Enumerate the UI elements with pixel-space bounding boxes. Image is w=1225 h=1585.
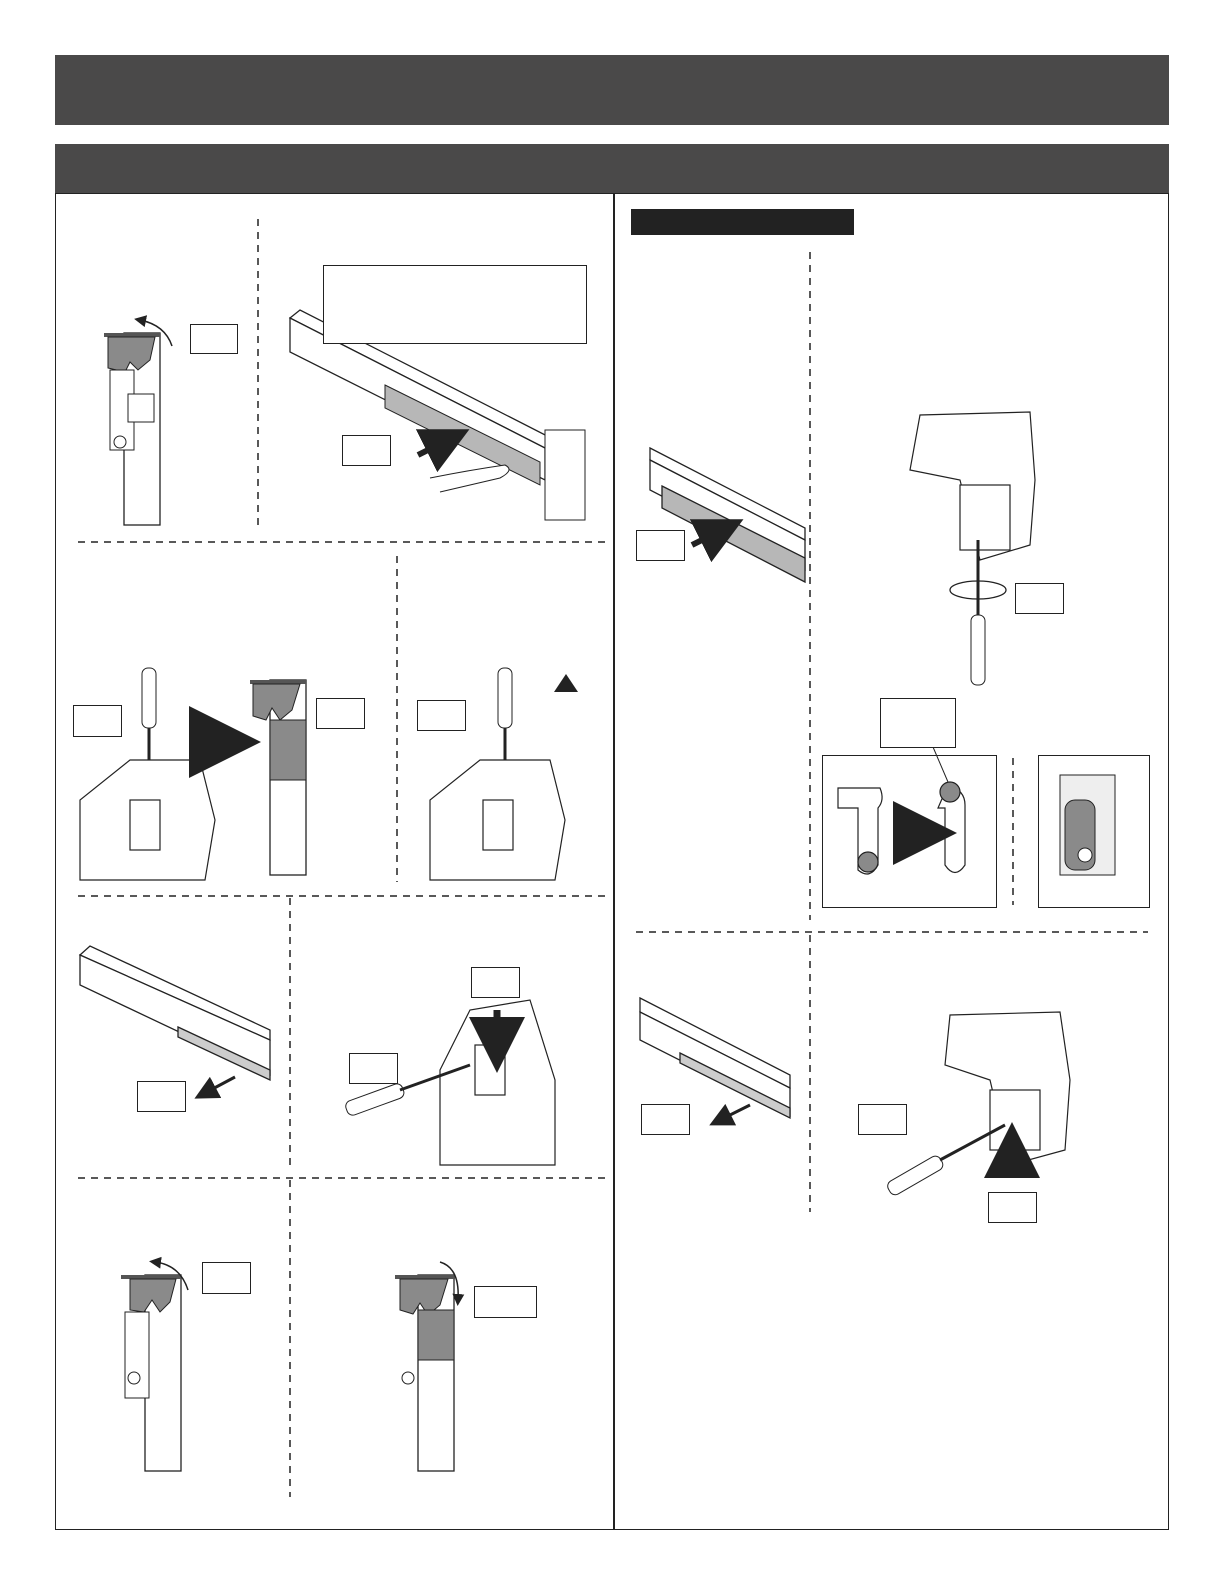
callout-13: [1015, 583, 1064, 614]
callout-6: [417, 700, 466, 731]
slot-detail-icon: [838, 782, 965, 874]
callout-11: [474, 1286, 537, 1318]
pull-arrow-icon: [720, 1105, 750, 1120]
latch-mechanism-icon: [945, 1012, 1070, 1165]
latch-mechanism-icon: [104, 333, 160, 525]
push-arrow-icon: [418, 440, 448, 455]
screwdriver-icon: [886, 1125, 1005, 1197]
callout-1: [190, 324, 238, 354]
callout-5: [316, 698, 365, 729]
push-arrow-icon: [692, 530, 722, 545]
latch-mechanism-icon: [80, 760, 565, 880]
push-bar-icon: [80, 946, 270, 1080]
step-dividers: [78, 219, 1148, 1497]
gap-detail-icon: [1060, 775, 1115, 875]
callout-14: [880, 698, 956, 748]
callout-17: [988, 1192, 1037, 1223]
callout-4: [73, 705, 122, 737]
push-bar-icon: [650, 448, 805, 582]
callout-15: [641, 1104, 690, 1135]
callout-7: [137, 1081, 186, 1112]
latch-mechanism-icon: [910, 412, 1035, 560]
latch-mechanism-icon: [395, 1275, 455, 1471]
callout-12: [636, 530, 685, 561]
latch-mechanism-icon: [121, 1275, 181, 1471]
warning-triangle-icon: [554, 674, 578, 692]
callout-9: [471, 967, 520, 998]
callout-16: [858, 1104, 907, 1135]
callout-8: [349, 1053, 398, 1084]
callout-3: [342, 435, 391, 466]
screwdriver-icon: [971, 540, 985, 685]
callout-10: [202, 1262, 251, 1294]
callout-2: [323, 265, 587, 344]
latch-mechanism-icon: [250, 680, 306, 875]
push-bar-icon: [640, 998, 790, 1118]
pull-arrow-icon: [205, 1077, 235, 1093]
